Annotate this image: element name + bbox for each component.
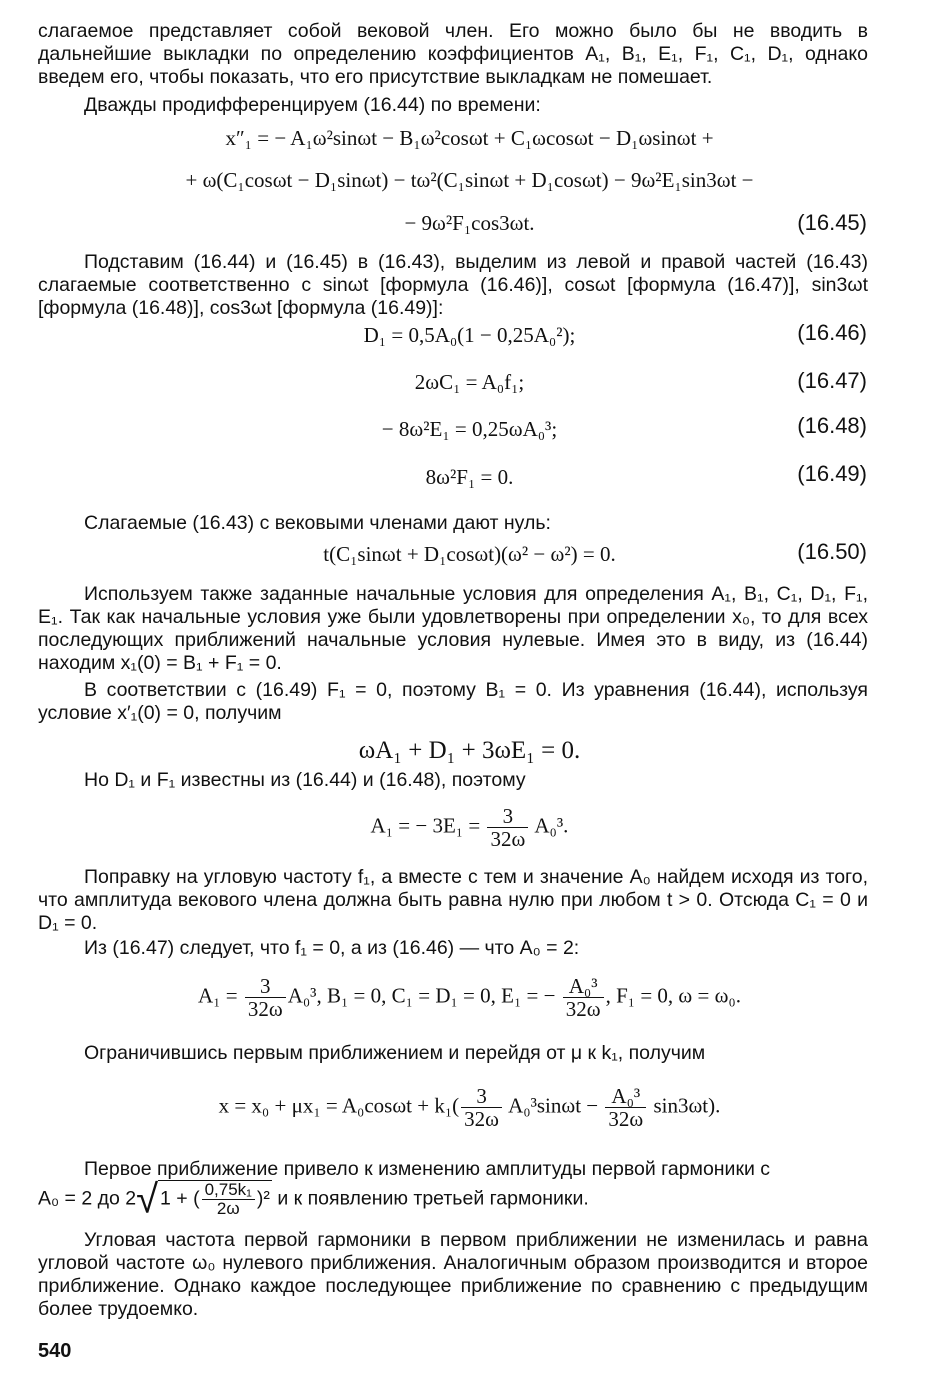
equation-number-16-45: (16.45): [797, 210, 867, 235]
fraction-denominator: 32ω: [464, 1107, 499, 1131]
paragraph-from-16-47: Из (16.47) следует, что f₁ = 0, а из (16.46) — что A₀ = 2:: [84, 937, 580, 959]
equation-coefficients: [0, 975, 939, 1020]
radicand-right: )²: [256, 1187, 270, 1210]
equation-number-16-49: (16.49): [797, 461, 867, 486]
eq-x-mid: A₀³sinωt −: [508, 1093, 599, 1118]
fraction-3-over-32omega: [487, 805, 528, 850]
fraction-3-over-32omega: [245, 975, 286, 1020]
paragraph-conclusion: Угловая частота первой гармоники в первом приближении не изменилась и равна угловой частоте ω₀ нулевого приближения. Аналогичным образом производится и второе приближение. Однако каждое последующее приближение по сравнению с предыдущим более трудоемко.: [38, 1229, 868, 1320]
amplitude-text-right: и к появлению третьей гармоники.: [277, 1187, 589, 1210]
equation-16-50: t(C₁sinωt + D₁cosωt)(ω² − ω²) = 0.: [323, 542, 616, 566]
equation-a1-e1: [0, 805, 939, 850]
fraction-numerator: 3: [461, 1085, 502, 1108]
fraction-denominator: 2ω: [216, 1199, 240, 1218]
paragraph-secular-zero: Слагаемые (16.43) с вековыми членами дают нуль:: [84, 512, 551, 534]
fraction-a0-cubed-over-32omega: [563, 975, 604, 1020]
equation-omega-a1: ωA₁ + D₁ + 3ωE₁ = 0.: [358, 737, 581, 764]
equation-16-49: 8ω²F₁ = 0.: [425, 465, 514, 489]
fraction-denominator: 32ω: [608, 1107, 644, 1131]
equation-16-47: 2ωC₁ = A₀f₁;: [414, 370, 525, 394]
paragraph-differentiate: Дважды продифференцируем (16.44) по времени:: [84, 94, 541, 116]
equation-number-16-46: (16.46): [797, 320, 867, 345]
fraction-numerator: 0,75k₁: [202, 1181, 255, 1200]
paragraph-amplitude-formula: [38, 1177, 868, 1222]
fraction-3-over-32omega: [461, 1085, 502, 1130]
equation-16-45-line3: − 9ω²F₁cos3ωt.: [404, 211, 535, 235]
equation-number-16-47: (16.47): [797, 368, 867, 393]
equation-number-16-50: (16.50): [797, 539, 867, 564]
amplitude-text-left: A₀ = 2 до 2: [38, 1187, 137, 1210]
fraction-a0-cubed-over-32omega: [605, 1085, 646, 1130]
paragraph-secular-term: слагаемое представляет собой вековой член. Его можно было бы не вводить в дальнейшие выкладки по определению коэффициентов A₁, B₁, E₁, F₁, C₁, D₁, однако введем его, чтобы показать, что его присутствие выкладкам не помешает.: [38, 20, 868, 88]
fraction-denominator: 32ω: [565, 997, 601, 1021]
radicand-left: 1 + (: [160, 1187, 200, 1210]
fraction-denominator: 32ω: [490, 827, 526, 851]
paragraph-frequency-correction: Поправку на угловую частоту f₁, а вместе с тем и значение A₀ найдем исходя из того, что амплитуда векового члена должна быть равна нулю при любом t > 0. Отсюда C₁ = 0 и D₁ = 0.: [38, 866, 868, 934]
page-number: 540: [38, 1340, 72, 1362]
fraction-denominator: 32ω: [247, 997, 283, 1021]
square-root-icon: √: [136, 1177, 159, 1222]
eq-coef-right: , F₁ = 0, ω = ω₀.: [605, 983, 741, 1008]
fraction-0-75k1-over-2omega: [202, 1181, 255, 1218]
fraction-numerator: 3: [487, 805, 528, 828]
paragraph-substitute: Подставим (16.44) и (16.45) в (16.43), выделим из левой и правой частей (16.43) слагаемые соответственно с sinωt [формула (16.46)], cosωt [формула (16.47)], sin3ωt [формула (16.48)], cos3ωt [формула (16.49)]:: [38, 251, 868, 319]
fraction-numerator: A₀³: [563, 975, 604, 998]
eq-coef-left: A₁ =: [198, 983, 238, 1008]
eq-a1-right: A₀³.: [534, 813, 569, 838]
paragraph-known-d1-f1: Но D₁ и F₁ известны из (16.44) и (16.48), поэтому: [84, 769, 526, 791]
eq-coef-mid: A₀³, B₁ = 0, C₁ = D₁ = 0, E₁ = −: [287, 983, 556, 1008]
eq-x-right: sin3ωt).: [653, 1093, 721, 1118]
equation-16-46: D₁ = 0,5A₀(1 − 0,25A₀²);: [363, 323, 576, 347]
eq-a1-left: A₁ = − 3E₁ =: [370, 813, 481, 838]
equation-16-45-line1: x″₁ = − A₁ω²sinωt − B₁ω²cosωt + C₁ωcosωt − D₁ωsinωt +: [225, 126, 714, 150]
paragraph-first-approximation: Ограничившись первым приближением и перейдя от μ к k₁, получим: [84, 1042, 706, 1064]
eq-x-left: x = x₀ + μx₁ = A₀cosωt + k₁(: [218, 1093, 460, 1118]
paragraph-amplitude-change: Первое приближение привело к изменению амплитуды первой гармоники с: [84, 1158, 771, 1180]
paragraph-initial-conditions: Используем также заданные начальные условия для определения A₁, B₁, C₁, D₁, F₁, E₁. Так как начальные условия уже были удовлетворены при определении x₀, то для всех последующих приближений начальные условия нулевые. Имея это в виду, из (16.44) находим x₁(0) = B₁ + F₁ = 0.: [38, 583, 868, 674]
paragraph-f1-zero: В соответствии с (16.49) F₁ = 0, поэтому B₁ = 0. Из уравнения (16.44), используя условие x′₁(0) = 0, получим: [38, 679, 868, 724]
equation-16-48: − 8ω²E₁ = 0,25ωA₀³;: [381, 417, 558, 441]
radicand: [158, 1180, 272, 1218]
equation-number-16-48: (16.48): [797, 413, 867, 438]
fraction-numerator: 3: [245, 975, 286, 998]
equation-solution-x: [0, 1085, 939, 1130]
fraction-numerator: A₀³: [605, 1085, 646, 1108]
equation-16-45-line2: + ω(C₁cosωt − D₁sinωt) − tω²(C₁sinωt + D₁cosωt) − 9ω²E₁sin3ωt −: [185, 168, 754, 192]
